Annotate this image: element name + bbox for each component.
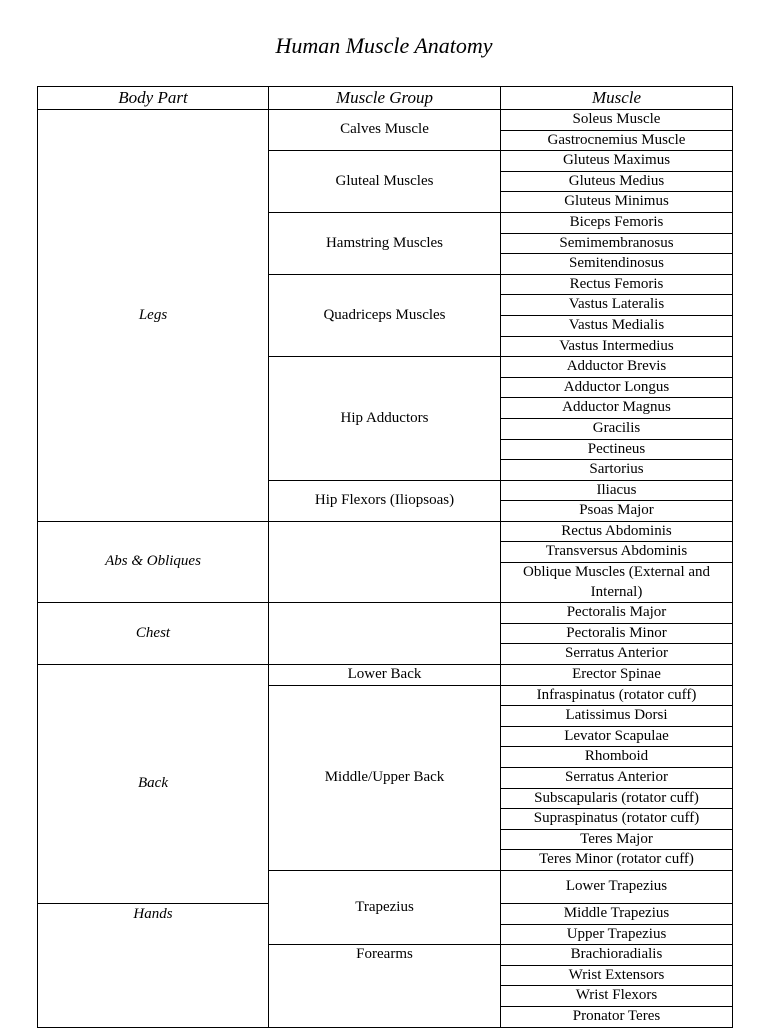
muscle-cell: Rhomboid [501, 747, 733, 768]
body-part-chest: Chest [38, 603, 269, 665]
muscle-cell: Lower Trapezius [501, 870, 733, 903]
group-hip-flexors: Hip Flexors (Iliopsoas) [269, 480, 501, 521]
muscle-cell: Oblique Muscles (External and Internal) [501, 563, 733, 603]
muscle-cell: Sartorius [501, 460, 733, 481]
muscle-cell: Subscapularis (rotator cuff) [501, 788, 733, 809]
muscle-cell: Psoas Major [501, 501, 733, 522]
muscle-cell: Supraspinatus (rotator cuff) [501, 809, 733, 830]
muscle-cell: Gluteus Medius [501, 171, 733, 192]
group-empty [269, 603, 501, 665]
body-part-abs: Abs & Obliques [38, 521, 269, 602]
group-empty [269, 521, 501, 602]
body-part-back: Back [38, 665, 269, 904]
body-part-hands: Hands [38, 903, 269, 1027]
muscle-cell: Vastus Medialis [501, 315, 733, 336]
muscle-cell: Gastrocnemius Muscle [501, 130, 733, 151]
muscle-cell: Levator Scapulae [501, 726, 733, 747]
muscle-cell: Gluteus Maximus [501, 151, 733, 172]
muscle-cell: Erector Spinae [501, 665, 733, 686]
muscle-cell: Pectineus [501, 439, 733, 460]
group-trapezius: Trapezius [269, 870, 501, 944]
muscle-cell: Pectoralis Minor [501, 623, 733, 644]
muscle-cell: Middle Trapezius [501, 903, 733, 924]
group-middle-upper-back: Middle/Upper Back [269, 685, 501, 870]
group-hamstring: Hamstring Muscles [269, 212, 501, 274]
table-row [38, 521, 733, 542]
body-part-legs: Legs [38, 110, 269, 522]
muscle-cell: Upper Trapezius [501, 924, 733, 945]
group-lower-back: Lower Back [269, 665, 501, 686]
muscle-cell: Adductor Magnus [501, 398, 733, 419]
muscle-cell: Rectus Abdominis [501, 521, 733, 542]
muscle-cell: Serratus Anterior [501, 768, 733, 789]
muscle-cell: Gluteus Minimus [501, 192, 733, 213]
muscle-cell: Serratus Anterior [501, 644, 733, 665]
group-gluteal: Gluteal Muscles [269, 151, 501, 213]
table-row [38, 603, 733, 624]
muscle-cell: Rectus Femoris [501, 274, 733, 295]
muscle-cell: Soleus Muscle [501, 110, 733, 131]
muscle-cell: Adductor Longus [501, 377, 733, 398]
group-calves: Calves Muscle [269, 110, 501, 151]
muscle-cell: Gracilis [501, 418, 733, 439]
muscle-cell: Biceps Femoris [501, 212, 733, 233]
muscle-cell: Pectoralis Major [501, 603, 733, 624]
table-header-row [38, 87, 733, 110]
header-body-part: Body Part [38, 87, 269, 110]
group-hip-adductors: Hip Adductors [269, 357, 501, 481]
muscle-cell: Transversus Abdominis [501, 542, 733, 563]
muscle-cell: Infraspinatus (rotator cuff) [501, 685, 733, 706]
muscle-cell: Iliacus [501, 480, 733, 501]
muscle-cell: Teres Major [501, 829, 733, 850]
table-row [38, 110, 733, 131]
muscle-cell: Pronator Teres [501, 1006, 733, 1027]
muscle-cell: Brachioradialis [501, 945, 733, 966]
muscle-anatomy-table [37, 86, 733, 1028]
muscle-cell: Wrist Extensors [501, 965, 733, 986]
group-forearms: Forearms [269, 945, 501, 1027]
header-muscle: Muscle [501, 87, 733, 110]
header-muscle-group: Muscle Group [269, 87, 501, 110]
muscle-cell: Teres Minor (rotator cuff) [501, 850, 733, 871]
muscle-cell: Adductor Brevis [501, 357, 733, 378]
page-title: Human Muscle Anatomy [275, 33, 493, 58]
muscle-cell: Vastus Lateralis [501, 295, 733, 316]
table-row [38, 665, 733, 686]
muscle-cell: Vastus Intermedius [501, 336, 733, 357]
muscle-cell: Semimembranosus [501, 233, 733, 254]
muscle-cell: Semitendinosus [501, 254, 733, 275]
muscle-cell: Wrist Flexors [501, 986, 733, 1007]
muscle-cell: Latissimus Dorsi [501, 706, 733, 727]
group-quadriceps: Quadriceps Muscles [269, 274, 501, 356]
